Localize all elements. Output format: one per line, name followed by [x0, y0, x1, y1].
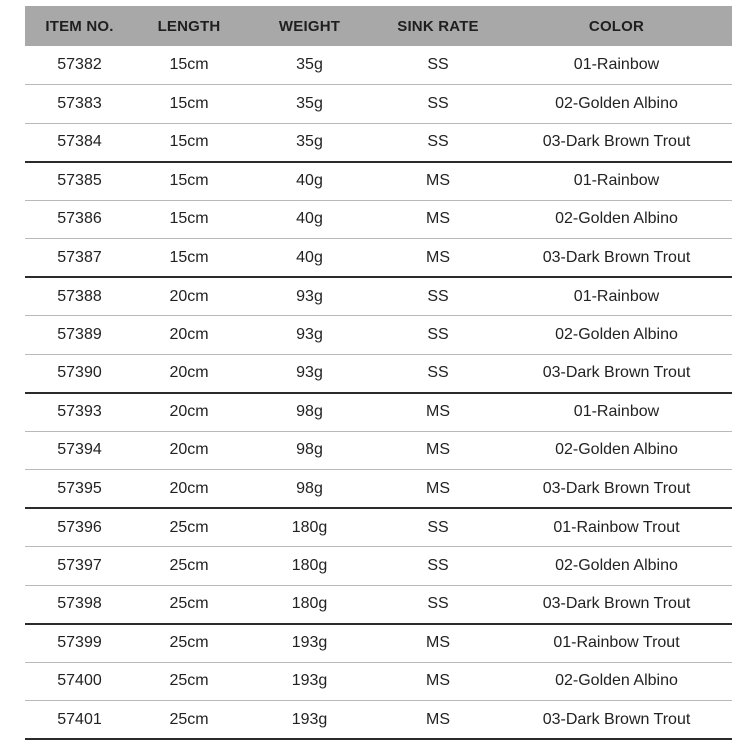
- color-cell: 03-Dark Brown Trout: [501, 239, 732, 278]
- sink-rate-cell: SS: [375, 508, 501, 547]
- item-no-cell: 57399: [25, 624, 134, 663]
- table-row: [25, 662, 732, 701]
- sink-rate-cell: MS: [375, 393, 501, 432]
- weight-cell: 40g: [244, 162, 375, 201]
- length-cell: 15cm: [134, 46, 244, 85]
- color-cell: 02-Golden Albino: [501, 316, 732, 355]
- length-cell: 20cm: [134, 431, 244, 470]
- weight-cell: 40g: [244, 200, 375, 239]
- weight-cell: 35g: [244, 85, 375, 124]
- color-cell: 02-Golden Albino: [501, 85, 732, 124]
- sink-rate-cell: SS: [375, 316, 501, 355]
- sink-rate-cell: SS: [375, 277, 501, 316]
- header-sink-rate: SINK RATE: [397, 17, 479, 35]
- table-row: [25, 701, 732, 740]
- weight-cell: 193g: [244, 624, 375, 663]
- length-cell: 15cm: [134, 123, 244, 162]
- weight-cell: 35g: [244, 46, 375, 85]
- length-cell: 15cm: [134, 85, 244, 124]
- table-row: [25, 431, 732, 470]
- color-cell: 02-Golden Albino: [501, 547, 732, 586]
- table-row: [25, 239, 732, 278]
- sink-rate-cell: MS: [375, 624, 501, 663]
- table-body: [25, 46, 732, 739]
- item-no-cell: 57394: [25, 431, 134, 470]
- weight-cell: 98g: [244, 470, 375, 509]
- sink-rate-cell: MS: [375, 701, 501, 740]
- length-cell: 15cm: [134, 200, 244, 239]
- sink-rate-cell: MS: [375, 200, 501, 239]
- table-row: [25, 46, 732, 85]
- weight-cell: 98g: [244, 393, 375, 432]
- color-cell: 01-Rainbow: [501, 277, 732, 316]
- item-no-cell: 57400: [25, 662, 134, 701]
- color-cell: 03-Dark Brown Trout: [501, 123, 732, 162]
- item-no-cell: 57390: [25, 354, 134, 393]
- item-no-cell: 57382: [25, 46, 134, 85]
- item-no-cell: 57397: [25, 547, 134, 586]
- item-no-cell: 57388: [25, 277, 134, 316]
- table-row: [25, 585, 732, 624]
- header-row: [25, 6, 732, 46]
- table-row: [25, 547, 732, 586]
- length-cell: 25cm: [134, 701, 244, 740]
- item-no-cell: 57396: [25, 508, 134, 547]
- weight-cell: 93g: [244, 354, 375, 393]
- color-cell: 03-Dark Brown Trout: [501, 470, 732, 509]
- color-cell: 02-Golden Albino: [501, 200, 732, 239]
- table-header: [25, 6, 732, 46]
- length-cell: 20cm: [134, 316, 244, 355]
- length-cell: 15cm: [134, 162, 244, 201]
- length-cell: 20cm: [134, 470, 244, 509]
- item-no-cell: 57401: [25, 701, 134, 740]
- product-spec-table: [25, 6, 732, 740]
- length-cell: 20cm: [134, 393, 244, 432]
- table-row: [25, 123, 732, 162]
- weight-cell: 180g: [244, 547, 375, 586]
- table-row: [25, 162, 732, 201]
- length-cell: 15cm: [134, 239, 244, 278]
- weight-cell: 98g: [244, 431, 375, 470]
- weight-cell: 180g: [244, 585, 375, 624]
- color-cell: 01-Rainbow: [501, 393, 732, 432]
- sink-rate-cell: MS: [375, 162, 501, 201]
- length-cell: 25cm: [134, 585, 244, 624]
- weight-cell: 180g: [244, 508, 375, 547]
- item-no-cell: 57386: [25, 200, 134, 239]
- table-row: [25, 316, 732, 355]
- item-no-cell: 57398: [25, 585, 134, 624]
- weight-cell: 93g: [244, 277, 375, 316]
- color-cell: 01-Rainbow: [501, 46, 732, 85]
- table-row: [25, 624, 732, 663]
- sink-rate-cell: SS: [375, 547, 501, 586]
- table-row: [25, 277, 732, 316]
- weight-cell: 40g: [244, 239, 375, 278]
- weight-cell: 93g: [244, 316, 375, 355]
- color-cell: 01-Rainbow Trout: [501, 624, 732, 663]
- header-length: LENGTH: [157, 17, 221, 35]
- sink-rate-cell: MS: [375, 239, 501, 278]
- sink-rate-cell: SS: [375, 123, 501, 162]
- table-row: [25, 470, 732, 509]
- length-cell: 25cm: [134, 624, 244, 663]
- table-row: [25, 393, 732, 432]
- length-cell: 25cm: [134, 547, 244, 586]
- weight-cell: 193g: [244, 701, 375, 740]
- table-row: [25, 200, 732, 239]
- sink-rate-cell: MS: [375, 431, 501, 470]
- sink-rate-cell: SS: [375, 85, 501, 124]
- sink-rate-cell: SS: [375, 354, 501, 393]
- item-no-cell: 57389: [25, 316, 134, 355]
- item-no-cell: 57385: [25, 162, 134, 201]
- color-cell: 03-Dark Brown Trout: [501, 701, 732, 740]
- sink-rate-cell: SS: [375, 585, 501, 624]
- sink-rate-cell: MS: [375, 662, 501, 701]
- weight-cell: 193g: [244, 662, 375, 701]
- color-cell: 03-Dark Brown Trout: [501, 585, 732, 624]
- weight-cell: 35g: [244, 123, 375, 162]
- table-row: [25, 85, 732, 124]
- header-item-no: ITEM NO.: [45, 17, 114, 35]
- table-row: [25, 508, 732, 547]
- header-weight: WEIGHT: [278, 17, 341, 35]
- item-no-cell: 57383: [25, 85, 134, 124]
- item-no-cell: 57393: [25, 393, 134, 432]
- color-cell: 02-Golden Albino: [501, 431, 732, 470]
- color-cell: 01-Rainbow Trout: [501, 508, 732, 547]
- item-no-cell: 57384: [25, 123, 134, 162]
- length-cell: 20cm: [134, 277, 244, 316]
- length-cell: 25cm: [134, 508, 244, 547]
- color-cell: 03-Dark Brown Trout: [501, 354, 732, 393]
- length-cell: 20cm: [134, 354, 244, 393]
- header-color: COLOR: [588, 17, 645, 35]
- item-no-cell: 57387: [25, 239, 134, 278]
- table-row: [25, 354, 732, 393]
- length-cell: 25cm: [134, 662, 244, 701]
- color-cell: 02-Golden Albino: [501, 662, 732, 701]
- color-cell: 01-Rainbow: [501, 162, 732, 201]
- sink-rate-cell: MS: [375, 470, 501, 509]
- item-no-cell: 57395: [25, 470, 134, 509]
- sink-rate-cell: SS: [375, 46, 501, 85]
